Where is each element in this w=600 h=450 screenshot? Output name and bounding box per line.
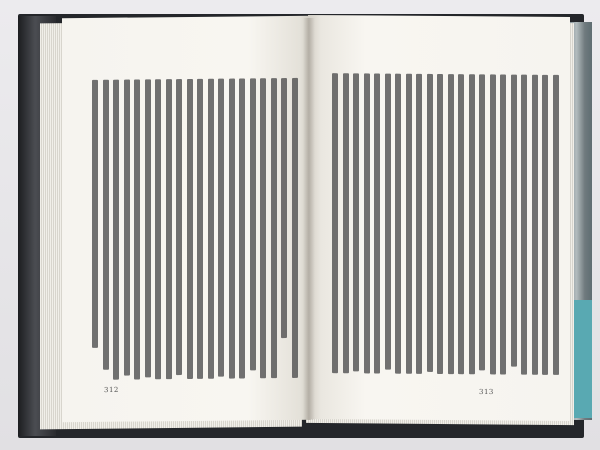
- text-line: [553, 75, 559, 375]
- text-line: [416, 74, 422, 374]
- text-line: [532, 75, 538, 375]
- text-line: [292, 78, 298, 378]
- right-page: [308, 15, 570, 421]
- text-line: [176, 79, 182, 375]
- text-line: [218, 79, 224, 377]
- left-page-number: 312: [104, 385, 119, 395]
- text-line: [103, 80, 109, 370]
- text-line: [113, 80, 119, 380]
- text-line: [332, 73, 338, 373]
- text-line: [406, 74, 412, 374]
- text-line: [353, 73, 359, 371]
- text-line: [187, 79, 193, 379]
- text-line: [427, 74, 433, 372]
- text-line: [229, 79, 235, 379]
- text-line: [239, 78, 245, 378]
- text-line: [469, 74, 475, 374]
- text-line: [364, 73, 370, 373]
- left-page: [62, 16, 310, 422]
- text-line: [511, 75, 517, 367]
- text-line: [134, 79, 140, 379]
- text-line: [166, 79, 172, 379]
- text-line: [521, 75, 527, 375]
- text-line: [281, 78, 287, 338]
- text-line: [448, 74, 454, 374]
- text-line: [479, 74, 485, 370]
- text-line: [374, 73, 380, 373]
- right-page-number: 313: [479, 387, 494, 397]
- text-line: [385, 74, 391, 370]
- text-line: [500, 74, 506, 374]
- text-line: [145, 79, 151, 377]
- text-line: [490, 74, 496, 374]
- text-line: [260, 78, 266, 378]
- text-line: [197, 79, 203, 379]
- text-line: [458, 74, 464, 374]
- text-line: [155, 79, 161, 379]
- text-line: [208, 79, 214, 379]
- text-line: [250, 78, 256, 370]
- text-line: [437, 74, 443, 374]
- text-line: [271, 78, 277, 378]
- text-line: [542, 75, 548, 375]
- book-gutter: [303, 18, 315, 420]
- text-line: [395, 74, 401, 374]
- cover-teal-strip: [572, 300, 592, 418]
- text-line: [343, 73, 349, 373]
- text-line: [124, 80, 130, 376]
- text-line: [92, 80, 98, 348]
